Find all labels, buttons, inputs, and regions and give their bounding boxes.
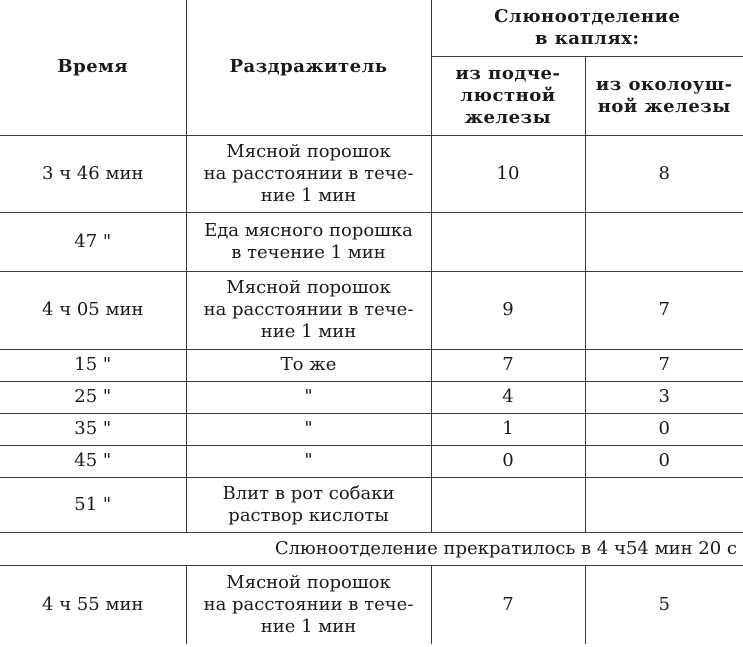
header-parotid: из околоуш- ной железы [585,56,743,135]
table-row [0,477,743,532]
cell-submandibular [431,477,585,532]
cell-submandibular: 9 [431,271,585,349]
cell-stimulus: То же [186,349,431,381]
cell-parotid: 0 [585,413,743,445]
salivation-stopped-note: Слюноотделение прекратилось в 4 ч54 мин 20 с [0,532,743,565]
cell-time: 45 " [0,445,186,477]
cell-time: 51 " [0,477,186,532]
cell-parotid: 7 [585,271,743,349]
table-row [0,349,743,381]
cell-time: 4 ч 55 мин [0,565,186,644]
cell-submandibular: 7 [431,349,585,381]
table-row [0,212,743,271]
cell-parotid: 5 [585,565,743,644]
cell-stimulus: Мясной порошок на расстоянии в тече- ние 1 мин [186,271,431,349]
cell-time: 47 " [0,212,186,271]
cell-parotid: 0 [585,445,743,477]
table-row [0,413,743,445]
cell-time: 25 " [0,381,186,413]
cell-parotid [585,477,743,532]
cell-stimulus: Мясной порошок на расстоянии в тече- ние 1 мин [186,135,431,212]
cell-submandibular: 0 [431,445,585,477]
cell-time: 15 " [0,349,186,381]
header-stimulus: Раздражитель [186,0,431,135]
table-row [0,135,743,212]
cell-parotid: 3 [585,381,743,413]
cell-stimulus: " [186,445,431,477]
cell-time: 3 ч 46 мин [0,135,186,212]
cell-parotid [585,212,743,271]
cell-stimulus: " [186,381,431,413]
header-submandibular: из подче- люстной железы [431,56,585,135]
note-row [0,532,743,565]
table-row [0,381,743,413]
cell-parotid: 7 [585,349,743,381]
cell-stimulus: Мясной порошок на расстоянии в тече- ние 1 мин [186,565,431,644]
table-row [0,565,743,644]
table-row [0,445,743,477]
cell-submandibular: 10 [431,135,585,212]
cell-stimulus: " [186,413,431,445]
cell-time: 4 ч 05 мин [0,271,186,349]
header-salivation: Слюноотделение в каплях: [431,0,743,56]
table-row [0,271,743,349]
cell-time: 35 " [0,413,186,445]
cell-submandibular: 7 [431,565,585,644]
cell-submandibular [431,212,585,271]
cell-submandibular: 4 [431,381,585,413]
cell-stimulus: Еда мясного порошка в течение 1 мин [186,212,431,271]
cell-submandibular: 1 [431,413,585,445]
header-time: Время [0,0,186,135]
cell-parotid: 8 [585,135,743,212]
cell-stimulus: Влит в рот собаки раствор кислоты [186,477,431,532]
